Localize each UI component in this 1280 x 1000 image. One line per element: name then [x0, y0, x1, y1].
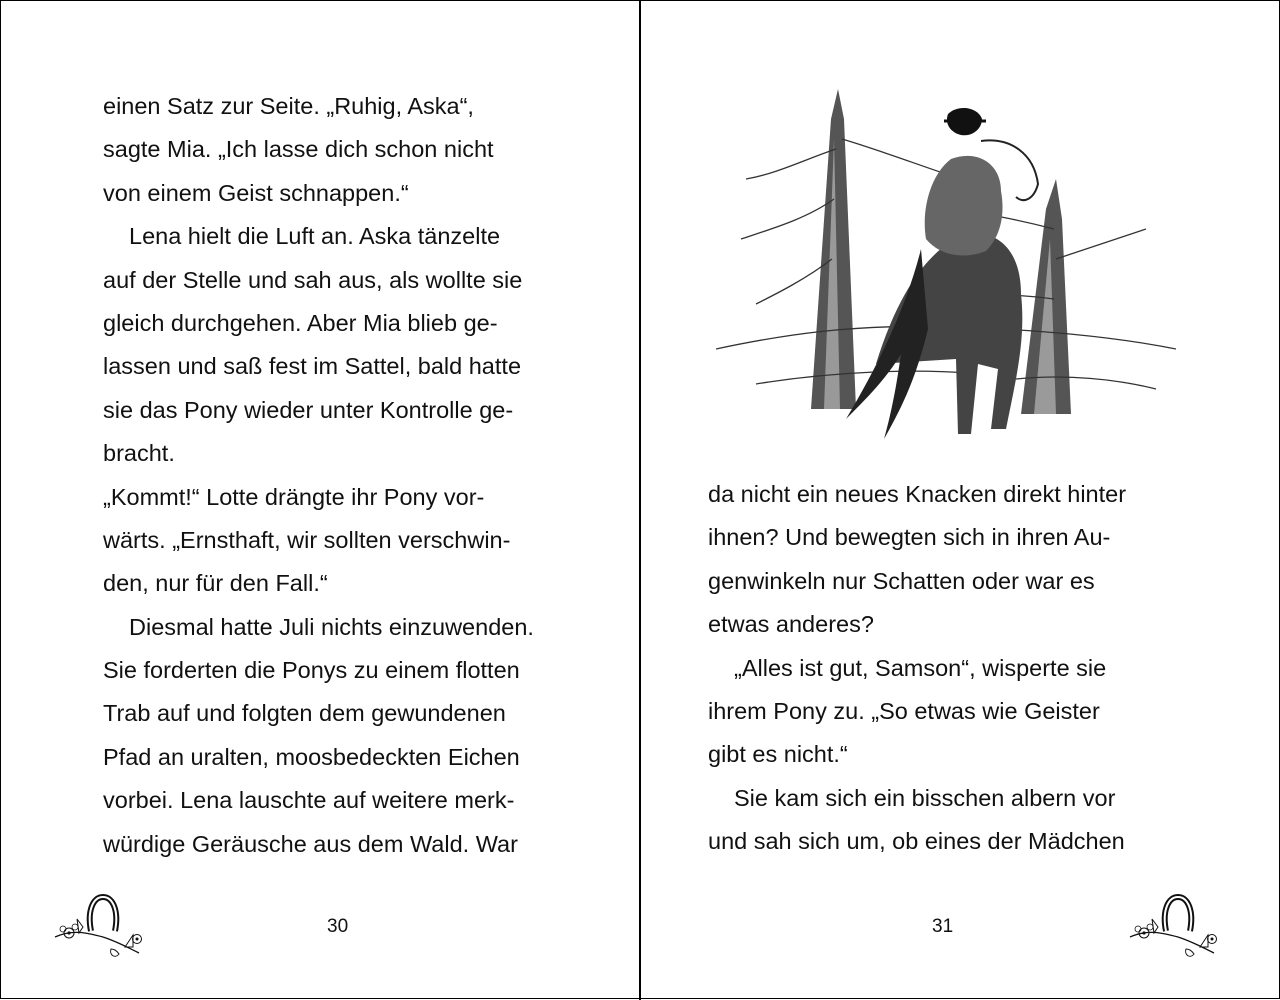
text-line: den, nur für den Fall.“	[103, 570, 328, 597]
text-line: sie das Pony wieder unter Kontrolle ge-	[103, 396, 514, 423]
text-line: und sah sich um, ob eines der Mädchen	[708, 828, 1125, 855]
text-line: ihnen? Und bewegten sich in ihren Au-	[708, 524, 1111, 551]
text-line: da nicht ein neues Knacken direkt hinter	[708, 481, 1127, 507]
page-number: 31	[932, 916, 954, 937]
text-line: genwinkeln nur Schatten oder war es	[708, 567, 1095, 594]
text-line: Sie forderten die Ponys zu einem flotten	[103, 657, 520, 684]
rider-on-pony-in-forest-illustration	[716, 79, 1176, 459]
horseshoe-flower-ornament-icon	[1128, 891, 1228, 961]
left-page	[1, 1, 639, 1000]
text-line: einen Satz zur Seite. „Ruhig, Aska“,	[103, 93, 474, 119]
text-line: sagte Mia. „Ich lasse dich schon nicht	[103, 136, 494, 163]
text-line: gleich durchgehen. Aber Mia blieb ge-	[103, 309, 498, 336]
text-line: Lena hielt die Luft an. Aska tänzelte	[129, 223, 501, 250]
text-line: „Alles ist gut, Samson“, wisperte sie	[734, 654, 1107, 681]
text-line: etwas anderes?	[708, 611, 874, 638]
text-line: bracht.	[103, 440, 175, 467]
text-line: Pfad an uralten, moosbedeckten Eichen	[103, 743, 520, 770]
text-line: vorbei. Lena lauschte auf weitere merk-	[103, 787, 515, 814]
text-line: „Kommt!“ Lotte drängte ihr Pony vor-	[103, 483, 485, 510]
text-line: ihrem Pony zu. „So etwas wie Geister	[708, 697, 1100, 724]
text-line: auf der Stelle und sah aus, als wollte sie	[103, 266, 523, 293]
right-page	[641, 1, 1280, 1000]
text-line: Sie kam sich ein bisschen albern vor	[734, 784, 1116, 811]
text-line: würdige Geräusche aus dem Wald. War	[103, 830, 518, 857]
text-line: lassen und saß fest im Sattel, bald hatte	[103, 353, 522, 380]
text-line: Trab auf und folgten dem gewundenen	[103, 700, 506, 727]
page-number: 30	[327, 916, 349, 937]
text-line: wärts. „Ernsthaft, wir sollten verschwin-	[103, 526, 511, 553]
text-line: gibt es nicht.“	[708, 741, 848, 768]
right-page-text	[708, 473, 1126, 864]
text-line: von einem Geist schnappen.“	[103, 179, 409, 206]
text-line: Diesmal hatte Juli nichts einzuwenden.	[129, 613, 534, 640]
left-page-text	[103, 85, 534, 866]
horseshoe-flower-ornament-icon	[53, 891, 153, 961]
